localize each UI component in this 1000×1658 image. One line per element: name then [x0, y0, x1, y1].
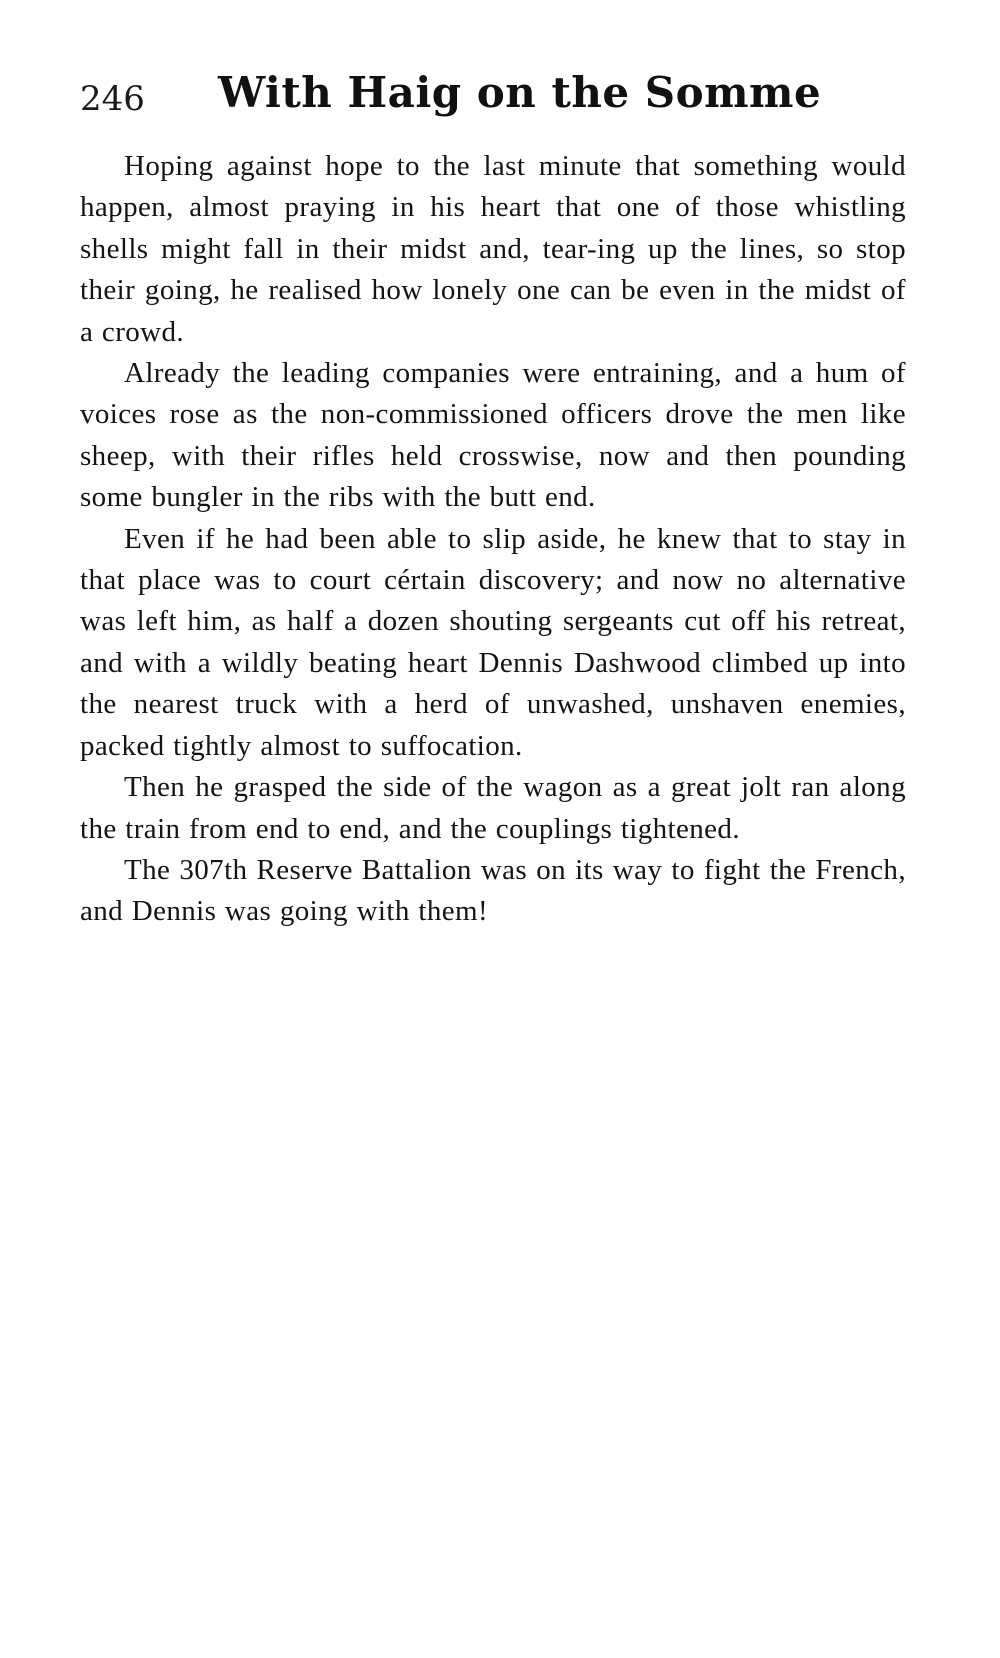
page-number: 246 [80, 79, 145, 119]
paragraph: Already the leading companies were entraining, and a hum of voices rose as the non-commissioned officers drove the men like sheep, with their rifles held crosswise, now and then pounding some bungler in the ribs with the butt end. [80, 357, 906, 514]
paragraph: Even if he had been able to slip aside, he knew that to stay in that place was to court cértain discovery; and now no alternative was left him, as half a dozen shouting sergeants cut off his retreat, and with a wildly beating heart Dennis Dashwood climbed up into the nearest truck with a herd of unwashed, unshaven enemies, packed tightly almost to suffocation. [80, 522, 906, 762]
paragraph: Hoping against hope to the last minute that something would happen, almost praying in his heart that one of those whistling shells might fall in their midst and, tear-ing up the lines, so stop their going, he realised how lonely one can be even in the midst of a crowd. [80, 150, 906, 348]
running-title: With Haig on the Somme [218, 68, 822, 117]
body-text [80, 146, 906, 933]
running-head [80, 70, 910, 130]
paragraph: The 307th Reserve Battalion was on its way to fight the French, and Dennis was going with them! [80, 853, 906, 928]
paragraph: Then he grasped the side of the wagon as a great jolt ran along the train from end to end, and the couplings tightened. [80, 771, 906, 845]
